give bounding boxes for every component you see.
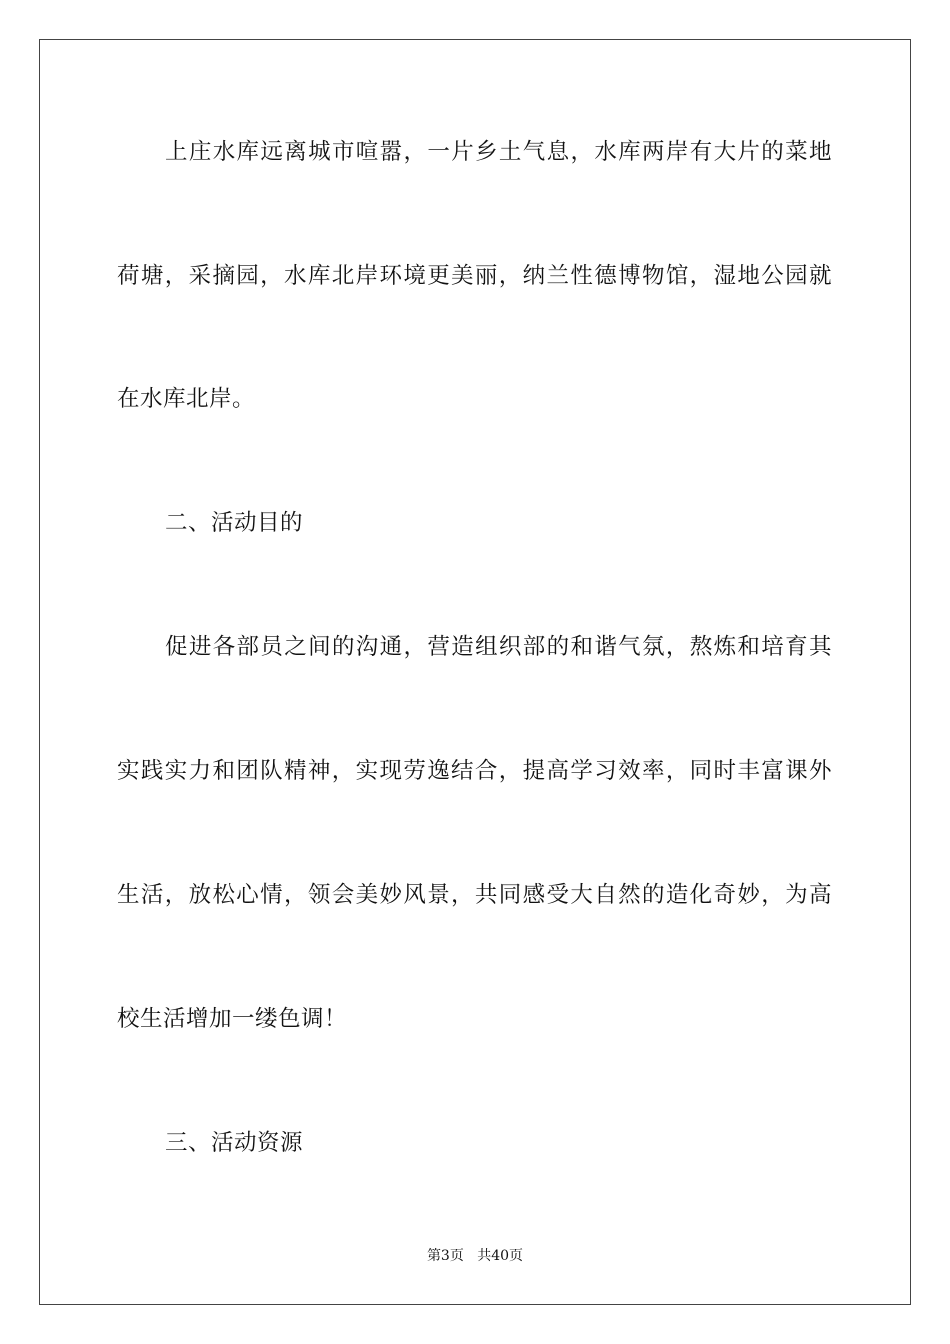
- page-total: 共40页: [477, 1248, 524, 1264]
- paragraph-line: 上庄水库远离城市喧嚣，一片乡土气息，水库两岸有大片的菜地: [165, 139, 832, 165]
- page-number: 第3页: [426, 1248, 464, 1264]
- paragraph-line: 荷塘，采摘园，水库北岸环境更美丽，纳兰性德博物馆，湿地公园就: [117, 263, 832, 289]
- page-frame: [39, 39, 911, 1305]
- section-heading: 二、活动目的: [165, 510, 304, 536]
- paragraph-line: 在水库北岸。: [117, 386, 256, 412]
- section-heading: 三、活动资源: [165, 1130, 304, 1156]
- page-footer: [0, 1246, 950, 1266]
- paragraph-line: 促进各部员之间的沟通，营造组织部的和谐气氛，熬炼和培育其: [165, 634, 832, 660]
- paragraph-line: 实践实力和团队精神，实现劳逸结合，提高学习效率，同时丰富课外: [117, 758, 832, 784]
- paragraph-line: 生活，放松心情，领会美妙风景，共同感受大自然的造化奇妙，为高: [117, 882, 832, 908]
- paragraph-line: 校生活增加一缕色调！: [117, 1006, 348, 1032]
